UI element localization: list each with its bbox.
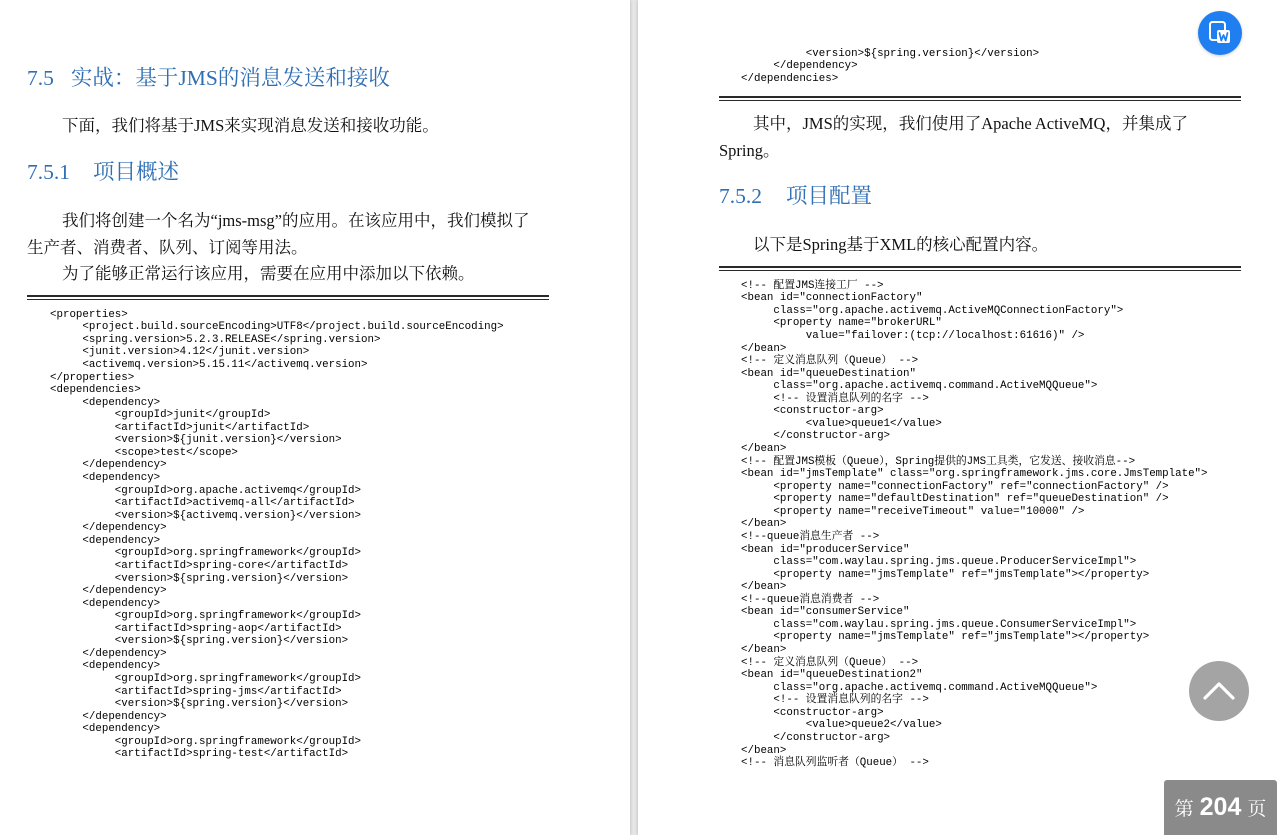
code-line: <bean id="producerService" bbox=[741, 543, 910, 556]
code-line: class="org.apache.activemq.command.ActiveMQQueue"> bbox=[741, 681, 1098, 694]
code-line: <artifactId>spring-test</artifactId> bbox=[50, 748, 349, 761]
code-line: <artifactId>spring-core</artifactId> bbox=[50, 559, 349, 572]
code-line: <version>${activemq.version}</version> bbox=[50, 509, 362, 522]
code-line: </constructor-arg> bbox=[741, 731, 891, 744]
config-intro-paragraph: 以下是Spring基于XML的核心配置内容。 bbox=[753, 234, 1049, 254]
code-line: <dependency> bbox=[50, 723, 161, 736]
code-line: <dependency> bbox=[50, 396, 161, 409]
paragraph-line: Spring。 bbox=[719, 140, 780, 160]
overview-paragraph bbox=[27, 207, 530, 261]
code-line: </dependency> bbox=[50, 459, 167, 472]
code-line: <spring.version>5.2.3.RELEASE</spring.version> bbox=[50, 333, 381, 346]
code-line: <!--queue消息消费者 --> bbox=[741, 593, 880, 606]
code-line: </bean> bbox=[741, 443, 787, 455]
code-line: <dependency> bbox=[50, 472, 161, 484]
open-in-word-button[interactable] bbox=[1198, 11, 1242, 55]
code-line: class="org.apache.activemq.command.ActiveMQQueue"> bbox=[741, 380, 1098, 393]
code-line: <version>${spring.version}</version> bbox=[50, 698, 349, 711]
code-line: <bean id="jmsTemplate" class="org.springframework.jms.core.JmsTemplate"> bbox=[741, 468, 1208, 481]
code-line: <project.build.sourceEncoding>UTF8</project.build.sourceEncoding> bbox=[50, 321, 504, 334]
subsection-number: 7.5.2 bbox=[719, 184, 762, 208]
code-line: class="com.waylau.spring.jms.queue.ConsumerServiceImpl"> bbox=[741, 618, 1137, 631]
code-line: <artifactId>activemq-all</artifactId> bbox=[50, 497, 355, 510]
code-line: <artifactId>junit</artifactId> bbox=[50, 421, 310, 434]
page-indicator-prefix: 第 bbox=[1174, 799, 1194, 820]
code-line: </dependencies> bbox=[741, 72, 839, 85]
code-line: </dependency> bbox=[741, 60, 858, 73]
code-line: <property name="jmsTemplate" ref="jmsTemplate"></property> bbox=[741, 631, 1150, 644]
code-line: </dependency> bbox=[50, 522, 167, 535]
code-line: <version>${spring.version}</version> bbox=[50, 635, 349, 648]
code-line: </constructor-arg> bbox=[741, 430, 891, 443]
code-line: <constructor-arg> bbox=[741, 706, 884, 719]
activemq-paragraph bbox=[719, 110, 1188, 164]
code-line: <artifactId>spring-jms</artifactId> bbox=[50, 685, 342, 698]
code-line: <property name="connectionFactory" ref="connectionFactory" /> bbox=[741, 480, 1169, 493]
code-block-bottom-rule bbox=[719, 96, 1241, 101]
page-indicator-suffix: 页 bbox=[1247, 799, 1267, 820]
code-line: <groupId>org.springframework</groupId> bbox=[50, 610, 362, 623]
code-line: <version>${spring.version}</version> bbox=[741, 47, 1040, 60]
code-line: <version>${junit.version}</version> bbox=[50, 434, 342, 447]
code-line: <groupId>org.apache.activemq</groupId> bbox=[50, 484, 362, 497]
subsection-number: 7.5.1 bbox=[27, 160, 70, 184]
code-line: <value>queue1</value> bbox=[741, 417, 942, 430]
code-line: <scope>test</scope> bbox=[50, 446, 238, 459]
code-line: </bean> bbox=[741, 518, 787, 531]
code-line: <property name="defaultDestination" ref="queueDestination" /> bbox=[741, 493, 1169, 506]
chevron-up-icon bbox=[1199, 671, 1239, 711]
code-line: <properties> bbox=[50, 308, 128, 321]
code-line: <groupId>junit</groupId> bbox=[50, 409, 271, 422]
code-line: <!-- 定义消息队列（Queue） --> bbox=[741, 355, 919, 368]
code-line: </properties> bbox=[50, 371, 135, 384]
code-line: </bean> bbox=[741, 644, 787, 656]
code-line: <dependencies> bbox=[50, 384, 141, 397]
code-line: <dependency> bbox=[50, 534, 161, 547]
code-line: <!-- 消息队列监听者（Queue） --> bbox=[741, 757, 929, 770]
code-line: <junit.version>4.12</junit.version> bbox=[50, 346, 310, 359]
code-line: <property name="receiveTimeout" value="10000" /> bbox=[741, 505, 1085, 518]
code-line: <groupId>org.springframework</groupId> bbox=[50, 673, 362, 685]
code-line: <activemq.version>5.15.11</activemq.version> bbox=[50, 358, 368, 371]
code-line: class="org.apache.activemq.ActiveMQConnectionFactory"> bbox=[741, 304, 1124, 317]
dependency-intro-paragraph: 为了能够正常运行该应用，需要在应用中添加以下依赖。 bbox=[62, 263, 475, 283]
code-line: </dependency> bbox=[50, 585, 167, 598]
right-page bbox=[638, 0, 1283, 835]
code-line: <bean id="connectionFactory" bbox=[741, 292, 923, 305]
code-line: </dependency> bbox=[50, 710, 167, 723]
code-line: </bean> bbox=[741, 581, 787, 594]
subsection-heading bbox=[27, 158, 179, 186]
config-code-block bbox=[741, 280, 1208, 770]
page-number: 204 bbox=[1199, 793, 1242, 821]
code-line: class="com.waylau.spring.jms.queue.ProducerServiceImpl"> bbox=[741, 556, 1137, 569]
code-block-top-rule bbox=[27, 295, 549, 300]
code-line: <version>${spring.version}</version> bbox=[50, 572, 349, 585]
code-line: <!-- 设置消息队列的名字 --> bbox=[741, 392, 929, 405]
code-line: <value>queue2</value> bbox=[741, 719, 942, 732]
code-line: <!-- 定义消息队列（Queue） --> bbox=[741, 656, 919, 669]
code-line: </bean> bbox=[741, 342, 787, 355]
subsection-title: 项目概述 bbox=[93, 160, 180, 184]
subsection-heading bbox=[719, 182, 872, 210]
scroll-to-top-button[interactable] bbox=[1189, 661, 1249, 721]
code-line: </dependency> bbox=[50, 647, 167, 660]
code-line: <bean id="queueDestination2" bbox=[741, 669, 923, 682]
left-page bbox=[0, 0, 630, 835]
code-line: <artifactId>spring-aop</artifactId> bbox=[50, 622, 342, 635]
page-indicator bbox=[1164, 780, 1277, 835]
code-line: <dependency> bbox=[50, 597, 161, 610]
intro-paragraph: 下面，我们将基于JMS来实现消息发送和接收功能。 bbox=[62, 115, 439, 135]
section-heading bbox=[27, 64, 390, 92]
section-title: 实战：基于JMS的消息发送和接收 bbox=[70, 66, 390, 90]
code-line: <!-- 配置JMS连接工厂 --> bbox=[741, 279, 884, 292]
code-line: <dependency> bbox=[50, 660, 161, 673]
code-line: <groupId>org.springframework</groupId> bbox=[50, 735, 362, 748]
code-line: <property name="jmsTemplate" ref="jmsTemplate"></property> bbox=[741, 568, 1150, 581]
code-line: <constructor-arg> bbox=[741, 405, 884, 418]
subsection-title: 项目配置 bbox=[786, 184, 873, 208]
word-icon bbox=[1207, 20, 1233, 46]
code-line: </bean> bbox=[741, 744, 787, 757]
paragraph-line: 我们将创建一个名为“jms-msg”的应用。在该应用中，我们模拟了 bbox=[62, 210, 530, 230]
dependency-code-block bbox=[50, 309, 504, 761]
dependency-code-block-continued bbox=[741, 48, 1039, 86]
code-line: <!--queue消息生产者 --> bbox=[741, 530, 880, 543]
paragraph-line: 生产者、消费者、队列、订阅等用法。 bbox=[27, 237, 308, 257]
code-line: <property name="brokerURL" bbox=[741, 317, 942, 330]
code-line: <bean id="consumerService" bbox=[741, 606, 910, 619]
code-line: <bean id="queueDestination" bbox=[741, 367, 916, 380]
code-block-top-rule bbox=[719, 266, 1241, 271]
section-number: 7.5 bbox=[27, 66, 54, 90]
code-line: <!-- 配置JMS模板（Queue），Spring提供的JMS工具类，它发送、接收消息--> bbox=[741, 455, 1136, 468]
paragraph-line: 其中，JMS的实现，我们使用了Apache ActiveMQ，并集成了 bbox=[753, 113, 1188, 133]
code-line: <!-- 设置消息队列的名字 --> bbox=[741, 694, 929, 707]
code-line: <groupId>org.springframework</groupId> bbox=[50, 547, 362, 560]
code-line: value="failover:(tcp://localhost:61616)" /> bbox=[741, 329, 1085, 342]
